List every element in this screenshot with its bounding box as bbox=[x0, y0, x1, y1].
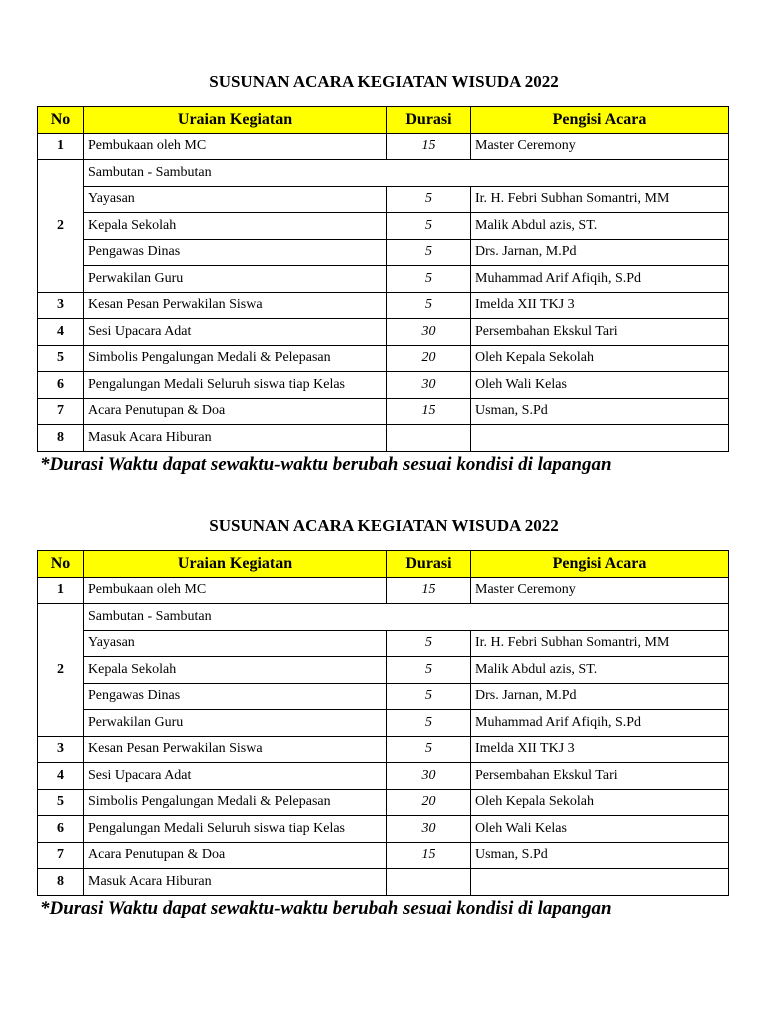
row-activity: Pembukaan oleh MC bbox=[84, 133, 387, 160]
row-number: 4 bbox=[38, 763, 84, 790]
row-activity: Sesi Upacara Adat bbox=[84, 319, 387, 346]
header-presenter: Pengisi Acara bbox=[471, 107, 729, 134]
header-activity: Uraian Kegiatan bbox=[84, 551, 387, 578]
header-no: No bbox=[38, 551, 84, 578]
row-presenter: Oleh Kepala Sekolah bbox=[471, 789, 729, 816]
table-subrow bbox=[38, 710, 729, 737]
subrow-duration: 5 bbox=[387, 186, 471, 213]
row-duration bbox=[387, 869, 471, 896]
table-row bbox=[38, 842, 729, 869]
row-presenter bbox=[471, 869, 729, 896]
subrow-activity: Pengawas Dinas bbox=[84, 239, 387, 266]
row-duration: 20 bbox=[387, 789, 471, 816]
row-number: 2 bbox=[38, 160, 84, 293]
row-number: 8 bbox=[38, 425, 84, 452]
subrow-duration: 5 bbox=[387, 630, 471, 657]
subrow-activity: Yayasan bbox=[84, 186, 387, 213]
subrow-activity: Perwakilan Guru bbox=[84, 710, 387, 737]
row-presenter: Persembahan Ekskul Tari bbox=[471, 763, 729, 790]
header-activity: Uraian Kegiatan bbox=[84, 107, 387, 134]
row-number: 3 bbox=[38, 292, 84, 319]
row-presenter: Master Ceremony bbox=[471, 133, 729, 160]
row-duration: 15 bbox=[387, 577, 471, 604]
table-row bbox=[38, 372, 729, 399]
row-presenter: Master Ceremony bbox=[471, 577, 729, 604]
row-presenter: Oleh Wali Kelas bbox=[471, 816, 729, 843]
table-header-row bbox=[38, 551, 729, 578]
table-row bbox=[38, 425, 729, 452]
header-duration: Durasi bbox=[387, 107, 471, 134]
subrow-presenter: Muhammad Arif Afiqih, S.Pd bbox=[471, 710, 729, 737]
table-subrow bbox=[38, 239, 729, 266]
row-duration: 20 bbox=[387, 345, 471, 372]
row-activity: Simbolis Pengalungan Medali & Pelepasan bbox=[84, 345, 387, 372]
table-row bbox=[38, 604, 729, 631]
row-activity: Acara Penutupan & Doa bbox=[84, 398, 387, 425]
row-number: 6 bbox=[38, 816, 84, 843]
row-number: 1 bbox=[38, 133, 84, 160]
row-duration bbox=[387, 425, 471, 452]
row-activity: Acara Penutupan & Doa bbox=[84, 842, 387, 869]
row-number: 5 bbox=[38, 789, 84, 816]
row-activity: Pembukaan oleh MC bbox=[84, 577, 387, 604]
row-number: 5 bbox=[38, 345, 84, 372]
subrow-activity: Kepala Sekolah bbox=[84, 657, 387, 684]
row-presenter: Oleh Wali Kelas bbox=[471, 372, 729, 399]
table-row bbox=[38, 789, 729, 816]
row-presenter bbox=[471, 425, 729, 452]
subrow-presenter: Drs. Jarnan, M.Pd bbox=[471, 239, 729, 266]
row-activity: Masuk Acara Hiburan bbox=[84, 869, 387, 896]
row-duration: 15 bbox=[387, 842, 471, 869]
row-activity: Pengalungan Medali Seluruh siswa tiap Kelas bbox=[84, 816, 387, 843]
subrow-duration: 5 bbox=[387, 683, 471, 710]
row-duration: 30 bbox=[387, 319, 471, 346]
subrow-duration: 5 bbox=[387, 213, 471, 240]
row-activity: Pengalungan Medali Seluruh siswa tiap Kelas bbox=[84, 372, 387, 399]
table-row bbox=[38, 763, 729, 790]
header-presenter: Pengisi Acara bbox=[471, 551, 729, 578]
row-duration: 30 bbox=[387, 816, 471, 843]
subrow-activity: Kepala Sekolah bbox=[84, 213, 387, 240]
row-number: 1 bbox=[38, 577, 84, 604]
table-subrow bbox=[38, 630, 729, 657]
row-duration: 30 bbox=[387, 763, 471, 790]
table-subrow bbox=[38, 657, 729, 684]
page-title: SUSUNAN ACARA KEGIATAN WISUDA 2022 bbox=[209, 516, 559, 535]
row-activity: Sesi Upacara Adat bbox=[84, 763, 387, 790]
row-number: 3 bbox=[38, 736, 84, 763]
table-row bbox=[38, 869, 729, 896]
table-subrow bbox=[38, 683, 729, 710]
subrow-presenter: Ir. H. Febri Subhan Somantri, MM bbox=[471, 186, 729, 213]
row-presenter: Persembahan Ekskul Tari bbox=[471, 319, 729, 346]
table-row bbox=[38, 160, 729, 187]
row-activity: Masuk Acara Hiburan bbox=[84, 425, 387, 452]
table-row bbox=[38, 133, 729, 160]
subrow-activity: Perwakilan Guru bbox=[84, 266, 387, 293]
subrow-duration: 5 bbox=[387, 710, 471, 737]
header-no: No bbox=[38, 107, 84, 134]
row-activity: Kesan Pesan Perwakilan Siswa bbox=[84, 736, 387, 763]
subrow-presenter: Drs. Jarnan, M.Pd bbox=[471, 683, 729, 710]
table-header-row bbox=[38, 107, 729, 134]
table-row bbox=[38, 736, 729, 763]
row-number: 8 bbox=[38, 869, 84, 896]
row-presenter: Oleh Kepala Sekolah bbox=[471, 345, 729, 372]
subrow-duration: 5 bbox=[387, 239, 471, 266]
schedule-table bbox=[37, 106, 729, 452]
table-row bbox=[38, 577, 729, 604]
duration-note: *Durasi Waktu dapat sewaktu-waktu berubah sesuai kondisi di lapangan bbox=[40, 898, 612, 919]
row-presenter: Usman, S.Pd bbox=[471, 398, 729, 425]
subrow-presenter: Malik Abdul azis, ST. bbox=[471, 657, 729, 684]
subrow-activity: Yayasan bbox=[84, 630, 387, 657]
header-duration: Durasi bbox=[387, 551, 471, 578]
duration-note: *Durasi Waktu dapat sewaktu-waktu berubah sesuai kondisi di lapangan bbox=[40, 454, 612, 475]
row-duration: 5 bbox=[387, 292, 471, 319]
row-activity: Sambutan - Sambutan bbox=[84, 160, 729, 187]
subrow-presenter: Ir. H. Febri Subhan Somantri, MM bbox=[471, 630, 729, 657]
table-row bbox=[38, 816, 729, 843]
page-title: SUSUNAN ACARA KEGIATAN WISUDA 2022 bbox=[209, 72, 559, 91]
row-presenter: Imelda XII TKJ 3 bbox=[471, 292, 729, 319]
row-number: 4 bbox=[38, 319, 84, 346]
row-duration: 15 bbox=[387, 133, 471, 160]
table-subrow bbox=[38, 266, 729, 293]
row-duration: 5 bbox=[387, 736, 471, 763]
subrow-presenter: Muhammad Arif Afiqih, S.Pd bbox=[471, 266, 729, 293]
subrow-activity: Pengawas Dinas bbox=[84, 683, 387, 710]
schedule-section-2 bbox=[0, 514, 768, 919]
row-presenter: Imelda XII TKJ 3 bbox=[471, 736, 729, 763]
subrow-duration: 5 bbox=[387, 266, 471, 293]
row-activity: Kesan Pesan Perwakilan Siswa bbox=[84, 292, 387, 319]
row-number: 7 bbox=[38, 842, 84, 869]
row-duration: 30 bbox=[387, 372, 471, 399]
table-subrow bbox=[38, 186, 729, 213]
row-activity: Sambutan - Sambutan bbox=[84, 604, 729, 631]
subrow-presenter: Malik Abdul azis, ST. bbox=[471, 213, 729, 240]
subrow-duration: 5 bbox=[387, 657, 471, 684]
schedule-section-1 bbox=[0, 70, 768, 475]
schedule-table bbox=[37, 550, 729, 896]
row-number: 7 bbox=[38, 398, 84, 425]
row-duration: 15 bbox=[387, 398, 471, 425]
table-subrow bbox=[38, 213, 729, 240]
table-row bbox=[38, 292, 729, 319]
table-row bbox=[38, 345, 729, 372]
row-presenter: Usman, S.Pd bbox=[471, 842, 729, 869]
row-number: 2 bbox=[38, 604, 84, 737]
table-row bbox=[38, 398, 729, 425]
table-row bbox=[38, 319, 729, 346]
row-activity: Simbolis Pengalungan Medali & Pelepasan bbox=[84, 789, 387, 816]
row-number: 6 bbox=[38, 372, 84, 399]
